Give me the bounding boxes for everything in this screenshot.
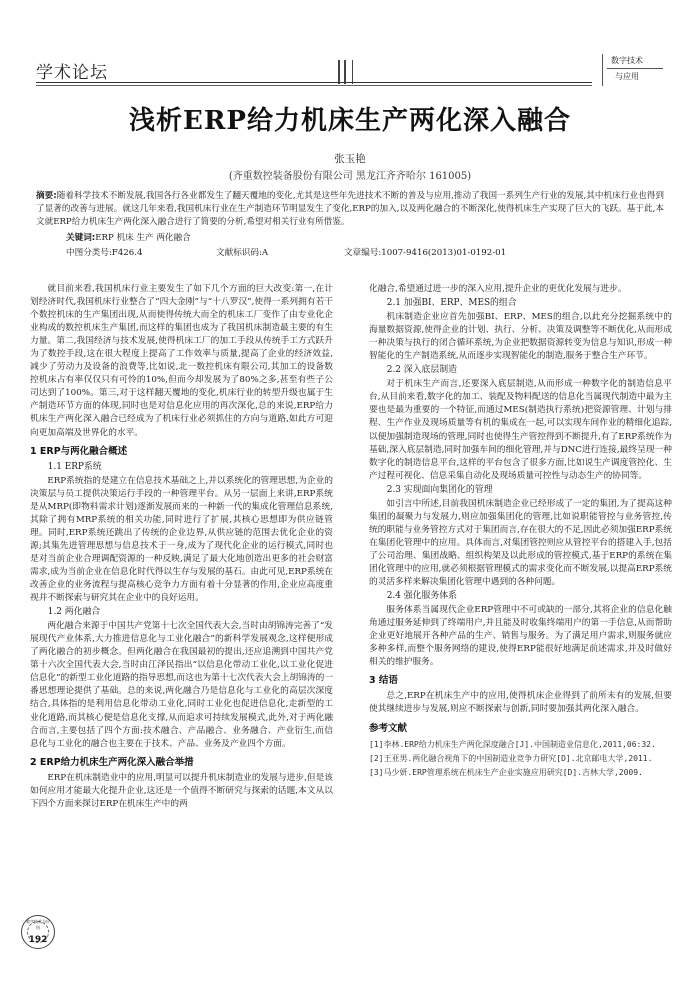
abstract-text: 随着科学技术不断发展,我国各行各业都发生了翻天覆地的变化,尤其是这些年先进技术不断的普及与应用,推动了我国一系列生产行业的发展,其中机床行业也得到了显著的改善与进展。就这几年来看,我国机床行业在生产制造环节明显发生了变化,ERP的加入,以及两化融合的不断深化,使得机床生产实现了巨大的飞跃。基于此,本文就ERP给力机床生产两化深入融合进行了简要的分析,希望对相关行业有所借鉴。 (36, 191, 664, 227)
paragraph-2-2: 对于机床生产而言,还要深入底层制造,从而形成一种数字化的制造信息平台,从目前来看,数字化的加工、装配及物料配送的信息化当属现代制造中最为主要也是最为重要的一个特征,而通过MES(制造执行系统)把资源管理、计划与排程、生产作业及现场质量等有机的集成在一起,可以实现车间作业的精细化追踪,以便加强制造现场的管理,同时也使得生产管控得到不断提升,有了ERP系统作为基础,深入底层制造,同时加强车间的细化管理,并与DNC进行连接,最终呈现一种数字化的制造信息平台,这样的平台包含了很多方面,比如说生产调度管控化、生产过程可视化、信息采集自动化及现场质量可控性与动态生产的协同等。 (369, 379, 672, 481)
section-heading-2: 2 ERP给力机床生产两化深入融合举措 (30, 756, 194, 768)
subsection-heading-2-3: 2.3 实现面向集团化的管理 (386, 484, 493, 495)
paragraph-2-1: 机床制造企业应首先加强BI、ERP、MES的组合,以此充分挖掘系统中的海量数据资源,使得企业的计划、执行、分析、决策及调整等不断优化,从而形成一种决策与执行的闭合循环系统,为企业把数据资源转变为信息与知识,形成一种智能化的生产制造系统,从而逐步实现智能化的制造,服务于整合生产环节。 (369, 312, 672, 362)
paragraph-3: 总之,ERP在机床生产中的应用,使得机床企业得到了前所未有的发展,但要使其继续进步与发展,则应不断探索与创新,同时要加强其两化深入融合。 (369, 691, 672, 715)
subsection-heading-1-1: 1.1 ERP系统 (47, 461, 102, 472)
paragraph-1-1: ERP系统指的是建立在信息技术基础之上,并以系统化的管理思想,为企业的决策层与员工提供决策运行手段的一种管理平台。从另一层面上来讲,ERP系统是从MRP(即物料需求计划)逐渐发展而来的一种新一代的集成化管理信息系统,其除了拥有MRP系统的相关功能,同时进行了扩展,其核心思想即为供应链管理。同时,ERP系统还跳出了传统的企业边界,从供应链的范围去优化企业的资源;其集先进管理思想与信息技术于一身,成为了现代化企业的运行模式,同时也是对当前企业合理调配资源的一种反映,满足了最大化地创造出更多的社会财富需求,成为当前企业在信息化时代得以生存与发展的基石。由此可见,ERP系统在改善企业的业务流程与提高核心竞争力方面有着十分显著的作用,企业应高度重视并不断探索与研究其在企业中的良好运用。 (30, 475, 333, 604)
reference-item: [3]马少妍.ERP管理系统在机床生产企业实施应用研究[D].吉林大学,2009. (369, 767, 643, 777)
paragraph-2-cont: 化融合,希望通过进一步的深入应用,提升企业的更优化发展与进步。 (369, 284, 627, 294)
article-title: 浅析ERP给力机床生产两化深入融合 (129, 106, 571, 136)
clc-number: 中图分类号:F426.4 (66, 248, 143, 258)
left-column (30, 283, 333, 811)
journal-header (36, 54, 664, 86)
paragraph-2: ERP在机床制造业中的应用,明显可以提升机床制造业的发展与进步,但是该如何应用才能最大化提升企业,这还是一个值得不断研究与探索的话题,本文从以下四个方面来探讨ERP在机床生产中的两 (30, 772, 333, 809)
keywords-label: 关键词: (66, 233, 96, 243)
abstract-label: 摘要: (36, 191, 57, 201)
reference-item: [1]李林.ERP给力机床生产两化深度融合[J].中国制造业信息化,2011,06:32. (369, 739, 656, 749)
subsection-heading-1-2: 1.2 两化融合 (47, 607, 101, 618)
section-name: 学术论坛 (36, 63, 108, 83)
right-column (369, 283, 672, 780)
brand-line-1: 数字技术 (611, 56, 643, 65)
references-heading: 参考文献 (369, 722, 408, 734)
page-number-badge (21, 915, 55, 949)
paragraph-2-4: 服务体系当属现代企业ERP管理中不可或缺的一部分,其将企业的信息化触角通过服务延伸到了终端用户,并且能及时收集终端用户的第一手信息,从而帮助企业更好地展开各种产品的生产、销售与服务。为了满足用户需求,则服务就应多种多样,而整个服务网络的建设,使得ERP能很好地满足前述需求,并及时做好相关的维护服务。 (369, 605, 672, 668)
journal-brand (602, 54, 664, 86)
brand-line-2: 与应用 (615, 72, 639, 81)
abstract (36, 190, 664, 229)
intro-paragraph: 就目前来看,我国机床行业主要发生了如下几个方面的巨大改变:第一,在计划经济时代,我国机床行业整合了“四大金刚”与“十八罗汉”,使得一系列拥有若干个数控机床的生产集团出现,从而使得传统大而全的机床工厂变作了由专业化企业构成的数控机床生产集团,而这样的集团也成为了我国机床制造最主要的有生力量。第二,我国经济与技术发展,使得机床工厂的加工手段从传统手工方式跃升为了数控手段,这在很大程度上提高了工作效率与质量,提高了企业的经济效益,减少了劳动力及设备的浪费等,比如说,北一数控机床有限公司,其加工的设备数控机床占有率仅仅只有可怜的10%,但而今却发展为了80%之多,甚至有些子公司达到了100%。第三,对于这样翻天覆地的变化,机床行业的转型升级也属于生产制造环节方面的体现,同时也是对信息化应用的再次深化,总的来说,ERP给力机床生产两化深入融合已经成为了机床行业必须抓住的方向与道路,如此方可迎向更加高端及世界化的水平。 (30, 284, 333, 438)
article-number: 文章编号:1007-9416(2013)01-0192-01 (344, 248, 507, 258)
author-affiliation: (齐重数控装备股份有限公司 黑龙江齐齐哈尔 161005) (228, 171, 472, 182)
author-name: 张玉艳 (334, 153, 366, 165)
header-divider-bars (336, 60, 358, 84)
reference-item: [2]王亚男.两化融合视角下的中国制造业竞争力研究[D].北京邮电大学,2011. (369, 753, 653, 763)
header-rule (36, 82, 592, 83)
subsection-heading-2-2: 2.2 深入底层制造 (386, 365, 457, 376)
section-heading-3: 3 结语 (369, 675, 398, 687)
keywords-text: ERP 机床 生产 两化融合 (95, 233, 191, 243)
badge-text: 数字技术与应用 (26, 919, 50, 930)
document-code: 文献标识码:A (216, 248, 269, 258)
keywords (66, 231, 191, 243)
page-number: 192 (28, 935, 48, 945)
subsection-heading-2-1: 2.1 加强BI、ERP、MES的组合 (386, 298, 517, 309)
section-heading-1: 1 ERP与两化融合概述 (30, 445, 128, 457)
paragraph-2-3: 如引言中所述,目前我国机床制造企业已经形成了一定的集团,为了提高这种集团的凝聚力与发展力,则应加强集团化的管理,比如说职能管控与业务管控,传统的职能与业务管控方式对于集团而言,存在很大的不足,因此必须加强ERP系统在集团化管理中的应用。具体而言,对集团管控则应从管控平台的搭建入手,包括了公司治理、集团战略、组织构架及以此形成的管控模式,基于ERP的系统在集团化管理中的应用,就必须根据管理模式的需求变化而不断发展,以提高ERP系统的灵活多样来解决集团化管理中遇到的各种问题。 (369, 498, 672, 588)
subsection-heading-2-4: 2.4 强化服务体系 (386, 591, 457, 602)
paragraph-1-2: 两化融合来源于中国共产党第十七次全国代表大会,当时由胡锦涛完善了“发展现代产业体系,大力推进信息化与工业化融合”的新科学发展观念,这样便形成了两化融合的初步概念。但两化融合在我国最初的提出,还应追溯到中国共产党第十六次全国代表大会,当时由江泽民指出“以信息化带动工业化,以工业化促进信息化”的新型工业化道路的指导思想,而这也为第十七次代表大会上胡锦涛的一番思想理论提供了基础。总的来说,两化融合乃是信息化与工业化的高层次深度结合,具体指的是利用信息化带动工业化,同时工业化也促进信息化,走新型的工业化道路,而其核心便是信息化支撑,从而追求可持续发展模式,此外,对于两化融合而言,主要包括了四个方面:技术融合、产品融合、业务融合、产业衍生,而信息化与工业化的融合也主要在于技术、产品、业务及产业四个方面。 (30, 621, 333, 749)
header-rule-thin (36, 85, 592, 86)
